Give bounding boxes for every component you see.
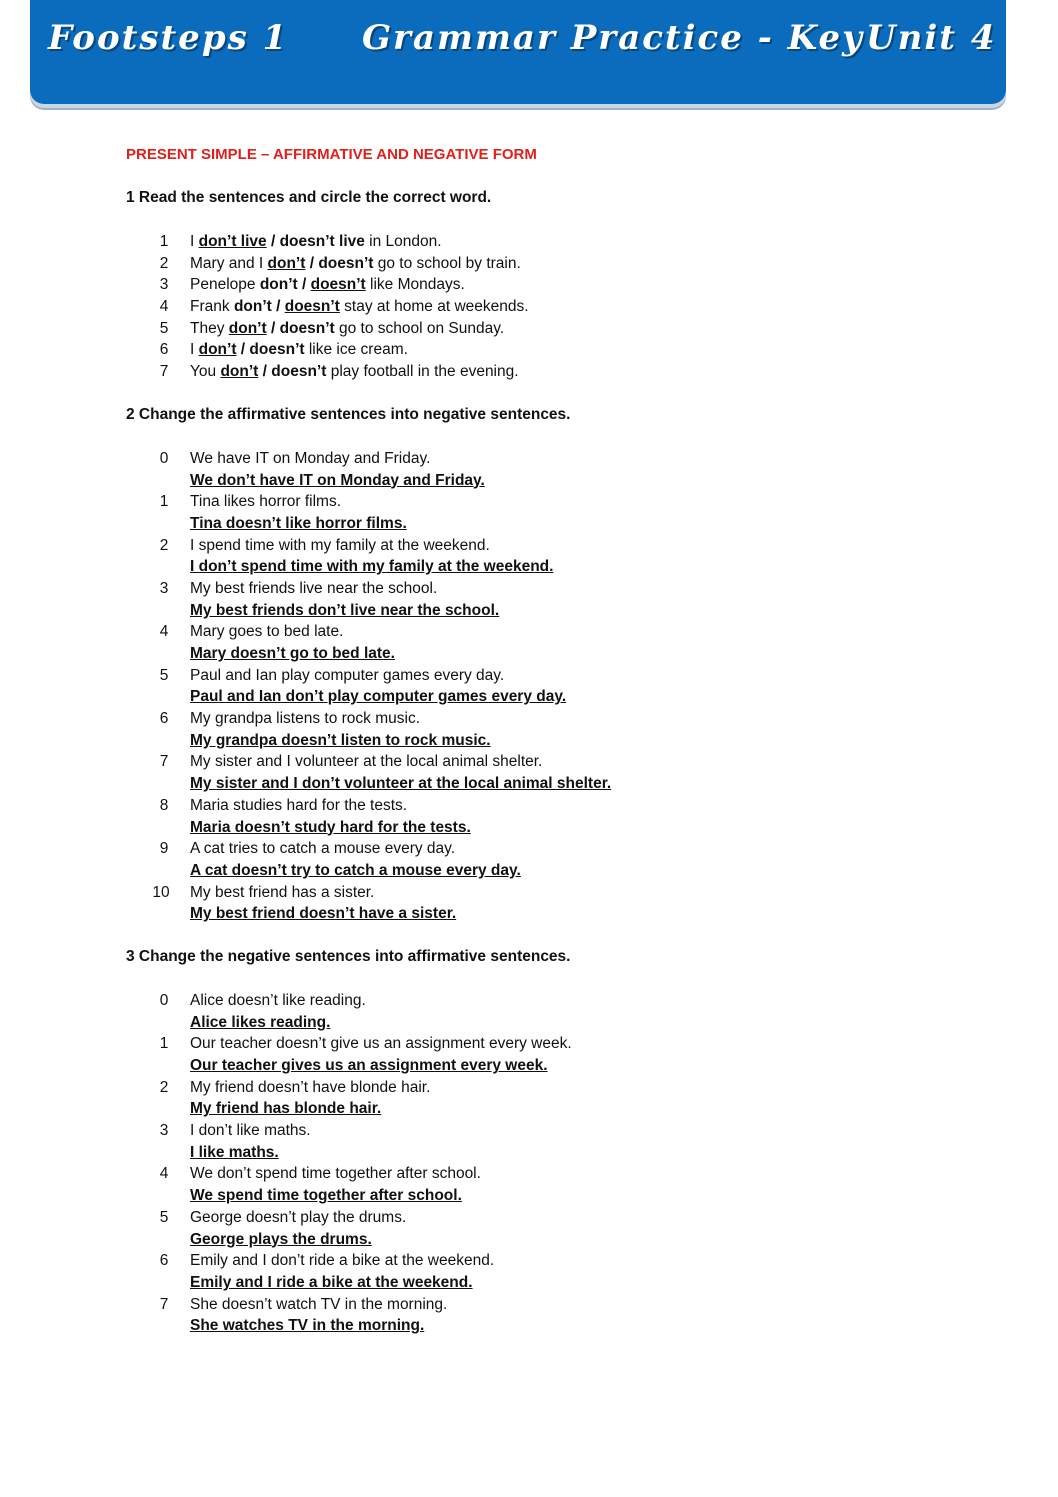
item-number: 5 xyxy=(159,319,169,337)
question-row xyxy=(126,882,946,904)
item-number: 6 xyxy=(159,341,169,359)
item-sentence xyxy=(190,274,465,296)
option-2: doesn’t xyxy=(284,298,340,316)
question-row xyxy=(126,535,946,557)
item-sentence xyxy=(190,318,504,340)
question-sentence: I don’t like maths. xyxy=(190,1122,311,1140)
item-number: 0 xyxy=(159,991,169,1009)
item-number: 3 xyxy=(159,579,169,597)
item-number: 1 xyxy=(159,1035,169,1053)
question-row xyxy=(126,1120,946,1142)
option-1: don’t xyxy=(233,298,272,316)
answer-row xyxy=(126,1185,946,1207)
item-number: 6 xyxy=(159,1252,169,1270)
answer-sentence: I like maths. xyxy=(190,1143,279,1161)
sentence-end: play football in the evening. xyxy=(326,363,519,381)
question-row xyxy=(126,795,946,817)
answer-row xyxy=(126,556,946,578)
answer-sentence: My best friend doesn’t have a sister. xyxy=(190,905,457,923)
question-row xyxy=(126,448,946,470)
option-2: doesn’t xyxy=(279,319,335,337)
question-row xyxy=(126,708,946,730)
option-separator: / xyxy=(271,298,285,316)
question-row xyxy=(126,990,946,1012)
item-number: 4 xyxy=(159,298,169,316)
answer-sentence: Mary doesn’t go to bed late. xyxy=(190,645,395,662)
option-separator: / xyxy=(266,233,280,250)
answer-sentence: Our teacher gives us an assignment every week. xyxy=(190,1057,548,1074)
option-separator: / xyxy=(305,254,319,272)
sentence-start: Frank xyxy=(190,298,234,316)
question-sentence: George doesn’t play the drums. xyxy=(190,1208,407,1226)
question-sentence: Tina likes horror films. xyxy=(190,493,342,511)
answer-sentence: Maria doesn’t study hard for the tests. xyxy=(190,818,471,836)
exercise-1-list xyxy=(126,231,946,383)
item-number: 8 xyxy=(159,796,169,814)
option-separator: / xyxy=(297,276,311,294)
sentence-start: Penelope xyxy=(190,276,260,294)
exercise-3-heading: 3 Change the negative sentences into affirmative sentences. xyxy=(126,947,571,965)
sentence-end: like ice cream. xyxy=(304,341,408,359)
item-number: 4 xyxy=(159,623,169,641)
option-1: don’t xyxy=(198,341,237,359)
question-sentence: Maria studies hard for the tests. xyxy=(190,796,408,814)
answer-row xyxy=(126,1055,946,1077)
exercise-2-heading: 2 Change the affirmative sentences into negative sentences. xyxy=(126,405,571,423)
answer-sentence: A cat doesn’t try to catch a mouse every day. xyxy=(190,861,521,879)
question-row xyxy=(126,1033,946,1055)
item-number: 7 xyxy=(159,1295,169,1313)
answer-sentence: Paul and Ian don’t play computer games every day. xyxy=(190,688,567,706)
item-sentence xyxy=(190,296,529,318)
list-item xyxy=(126,361,946,383)
answer-sentence: We spend time together after school. xyxy=(190,1187,462,1205)
answer-row xyxy=(126,817,946,839)
answer-row xyxy=(126,1142,946,1164)
answer-sentence: She watches TV in the morning. xyxy=(190,1317,425,1335)
question-row xyxy=(126,665,946,687)
question-sentence: A cat tries to catch a mouse every day. xyxy=(190,840,456,858)
section-title: PRESENT SIMPLE – AFFIRMATIVE AND NEGATIVE FORM xyxy=(126,146,537,163)
question-sentence: Paul and Ian play computer games every day. xyxy=(190,666,505,684)
item-number: 2 xyxy=(159,254,169,272)
answer-row xyxy=(126,860,946,882)
item-number: 10 xyxy=(152,883,170,901)
exercise-2-list xyxy=(126,448,946,925)
unit-label: Unit 4 xyxy=(866,18,997,58)
worksheet-content xyxy=(126,144,946,1337)
item-number: 9 xyxy=(159,840,169,858)
sentence-end: go to school on Sunday. xyxy=(334,319,505,337)
list-item xyxy=(126,274,946,296)
question-sentence: We have IT on Monday and Friday. xyxy=(190,449,431,467)
item-number: 6 xyxy=(159,710,169,728)
question-sentence: Our teacher doesn’t give us an assignment every week. xyxy=(190,1035,572,1053)
answer-sentence: Alice likes reading. xyxy=(190,1013,331,1031)
answer-sentence: My sister and I don’t volunteer at the local animal shelter. xyxy=(190,775,612,793)
question-sentence: She doesn’t watch TV in the morning. xyxy=(190,1295,448,1313)
question-row xyxy=(126,838,946,860)
answer-sentence: Emily and I ride a bike at the weekend. xyxy=(190,1273,473,1291)
item-number: 0 xyxy=(159,449,169,467)
answer-row xyxy=(126,686,946,708)
question-row xyxy=(126,1163,946,1185)
question-sentence: My grandpa listens to rock music. xyxy=(190,710,421,728)
book-title: Footsteps 1 xyxy=(48,18,289,58)
list-item xyxy=(126,231,946,253)
sentence-start: I xyxy=(190,233,199,250)
answer-row xyxy=(126,1229,946,1251)
option-2: doesn’t xyxy=(249,341,305,359)
option-1: don’t xyxy=(267,254,306,272)
question-sentence: Emily and I don’t ride a bike at the weekend. xyxy=(190,1252,495,1270)
answer-row xyxy=(126,730,946,752)
item-number: 7 xyxy=(159,753,169,771)
answer-sentence: My grandpa doesn’t listen to rock music. xyxy=(190,731,491,749)
answer-row xyxy=(126,643,946,665)
answer-row xyxy=(126,513,946,535)
item-number: 7 xyxy=(159,363,169,381)
question-row xyxy=(126,578,946,600)
sentence-start: They xyxy=(190,319,229,337)
item-number: 2 xyxy=(159,536,169,554)
item-sentence xyxy=(190,361,519,383)
question-sentence: My best friends live near the school. xyxy=(190,579,438,597)
option-1: don’t live xyxy=(198,233,267,250)
question-sentence: We don’t spend time together after school. xyxy=(190,1165,481,1183)
answer-sentence: George plays the drums. xyxy=(190,1230,372,1248)
answer-sentence: Tina doesn’t like horror films. xyxy=(190,514,407,532)
question-row xyxy=(126,1077,946,1099)
answer-sentence: My best friends don’t live near the school. xyxy=(190,601,500,619)
option-1: don’t xyxy=(228,319,267,337)
item-sentence xyxy=(190,231,442,253)
answer-row xyxy=(126,470,946,492)
answer-row xyxy=(126,600,946,622)
answer-row xyxy=(126,903,946,925)
list-item xyxy=(126,296,946,318)
exercise-3-list xyxy=(126,990,946,1337)
sentence-end: in London. xyxy=(364,233,442,250)
option-2: doesn’t xyxy=(318,254,374,272)
item-number: 3 xyxy=(159,1122,169,1140)
question-row xyxy=(126,751,946,773)
item-number: 1 xyxy=(159,233,169,250)
answer-sentence: My friend has blonde hair. xyxy=(190,1100,382,1118)
option-1: don’t xyxy=(220,363,259,381)
question-sentence: My friend doesn’t have blonde hair. xyxy=(190,1078,431,1096)
question-sentence: My best friend has a sister. xyxy=(190,883,375,901)
item-number: 4 xyxy=(159,1165,169,1183)
answer-row xyxy=(126,1012,946,1034)
sentence-start: You xyxy=(190,363,221,381)
question-sentence: Alice doesn’t like reading. xyxy=(190,991,366,1009)
question-row xyxy=(126,621,946,643)
question-row xyxy=(126,1294,946,1316)
item-number: 5 xyxy=(159,1208,169,1226)
answer-sentence: I don’t spend time with my family at the weekend. xyxy=(190,558,554,576)
question-row xyxy=(126,1207,946,1229)
list-item xyxy=(126,253,946,275)
option-separator: / xyxy=(236,341,250,359)
option-2: doesn’t live xyxy=(279,233,365,250)
item-sentence xyxy=(190,253,521,275)
sentence-end: stay at home at weekends. xyxy=(339,298,529,316)
sentence-end: like Mondays. xyxy=(365,276,465,294)
answer-row xyxy=(126,1315,946,1337)
answer-sentence: We don’t have IT on Monday and Friday. xyxy=(190,471,485,489)
option-2: doesn’t xyxy=(271,363,327,381)
item-sentence xyxy=(190,339,408,361)
item-number: 2 xyxy=(159,1078,169,1096)
item-number: 1 xyxy=(159,493,169,511)
answer-row xyxy=(126,773,946,795)
option-2: doesn’t xyxy=(310,276,366,294)
sentence-end: go to school by train. xyxy=(373,254,521,272)
list-item xyxy=(126,318,946,340)
item-number: 5 xyxy=(159,666,169,684)
question-sentence: I spend time with my family at the weekend. xyxy=(190,536,490,554)
page-title: Grammar Practice - Key xyxy=(362,18,864,58)
question-sentence: My sister and I volunteer at the local animal shelter. xyxy=(190,753,543,771)
option-1: don’t xyxy=(259,276,298,294)
answer-row xyxy=(126,1272,946,1294)
sentence-start: I xyxy=(190,341,199,359)
option-separator: / xyxy=(266,319,280,337)
question-row xyxy=(126,491,946,513)
header-banner xyxy=(30,0,1006,104)
exercise-1-heading: 1 Read the sentences and circle the correct word. xyxy=(126,189,492,206)
question-sentence: Mary goes to bed late. xyxy=(190,623,344,641)
list-item xyxy=(126,339,946,361)
option-separator: / xyxy=(258,363,272,381)
answer-row xyxy=(126,1098,946,1120)
sentence-start: Mary and I xyxy=(190,254,268,272)
question-row xyxy=(126,1250,946,1272)
item-number: 3 xyxy=(159,276,169,294)
